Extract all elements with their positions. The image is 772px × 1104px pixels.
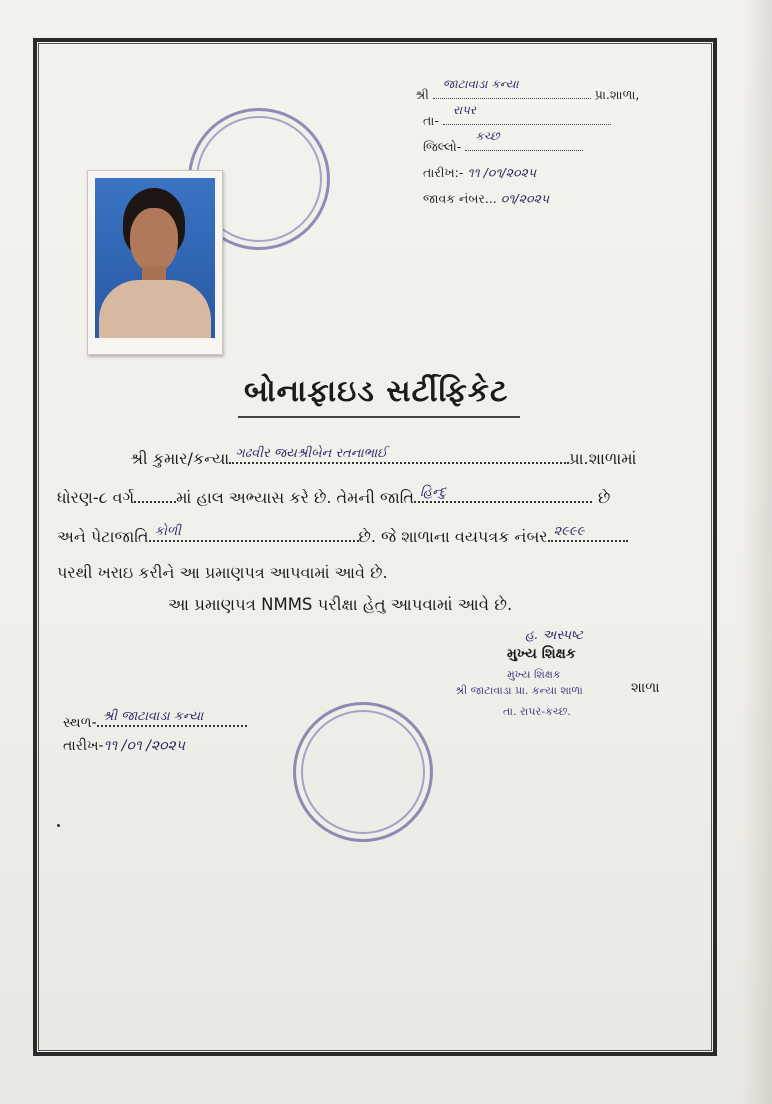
student-photo-frame <box>87 170 223 355</box>
stamp-school: શ્રી જાટાવાડા પ્રા. કન્યા શાળા <box>455 684 583 697</box>
date-bottom-hand: ૧૧ /૦૧ /૨૦૨૫ <box>103 738 185 754</box>
taluka-row: તા- રાપર <box>415 108 639 134</box>
body-line-2: ધોરણ-૮ વર્ગ માં હાલ અભ્યાસ કરે છે. તેમની જાતિ હિન્દુ છે <box>57 485 611 507</box>
ink-dot <box>57 824 60 827</box>
stamp-role: મુખ્ય શિક્ષક <box>507 668 561 681</box>
district-row: જિલ્લો- કચ્છ <box>415 134 639 160</box>
nmms-note: આ પ્રમાણપત્ર NMMS પરીક્ષા હેતુ આપવામાં આવે છે. <box>168 595 513 614</box>
place-hand: શ્રી જાટાવાડા કન્યા <box>102 709 204 724</box>
taluka-hand: રાપર <box>452 103 476 117</box>
student-name-hand: ગઢવીર જયશ્રીબેન રતનાભાઈ <box>235 446 388 461</box>
outward-number-hand: ૦૧/૨૦૨૫ <box>500 191 550 206</box>
certificate-title: બોનાફાઇડ સર્ટીફિકેટ <box>244 374 509 409</box>
role-label: મુખ્ય શિક્ષક <box>507 646 576 662</box>
body-line-3: અને પેટાજાતિ કોળી છે. જે શાળાના વયપત્રક નંબર ૨૯૯૯ <box>57 524 628 547</box>
sub-caste-hand: કોળી <box>154 524 181 539</box>
school-seal-bottom <box>293 702 433 842</box>
register-number-hand: ૨૯૯૯ <box>553 524 585 539</box>
body-line-4: પરથી ખરાઇ કરીને આ પ્રમાણપત્ર આપવામાં આવે છે. <box>57 563 388 582</box>
school-name-hand: જાટાવાડા કન્યા <box>442 77 519 91</box>
paper-shadow-edge <box>742 0 772 1104</box>
date-hand: ૧૧ /૦૧/૨૦૨૫ <box>467 165 537 180</box>
outward-number-row: જાવક નંબર... ૦૧/૨૦૨૫ <box>423 191 550 206</box>
school-word: શાળા <box>631 680 660 696</box>
place-date-block: સ્થળ- શ્રી જાટાવાડા કન્યા તારીખ-૧૧ /૦૧ /૨૦૨૫ <box>63 710 247 754</box>
district-hand: કચ્છ <box>475 129 500 143</box>
signature: હ. અસ્પષ્ટ <box>525 628 584 643</box>
body-line-1: શ્રી કુમાર/કન્યા ગઢવીર જયશ્રીબેન રતનાભાઈ પ્રા.શાળામાં <box>130 446 637 468</box>
school-name-row: શ્રી જાટાવાડા કન્યા પ્રા.શાળા, <box>415 82 639 108</box>
student-photo <box>95 178 215 338</box>
caste-hand: હિન્દુ <box>420 485 446 500</box>
title-underline <box>238 416 520 418</box>
date-row: તારીખ:- ૧૧ /૦૧/૨૦૨૫ <box>423 165 537 180</box>
stamp-taluka: તા. રાપર-કચ્છ. <box>503 705 571 718</box>
school-header <box>415 77 640 212</box>
